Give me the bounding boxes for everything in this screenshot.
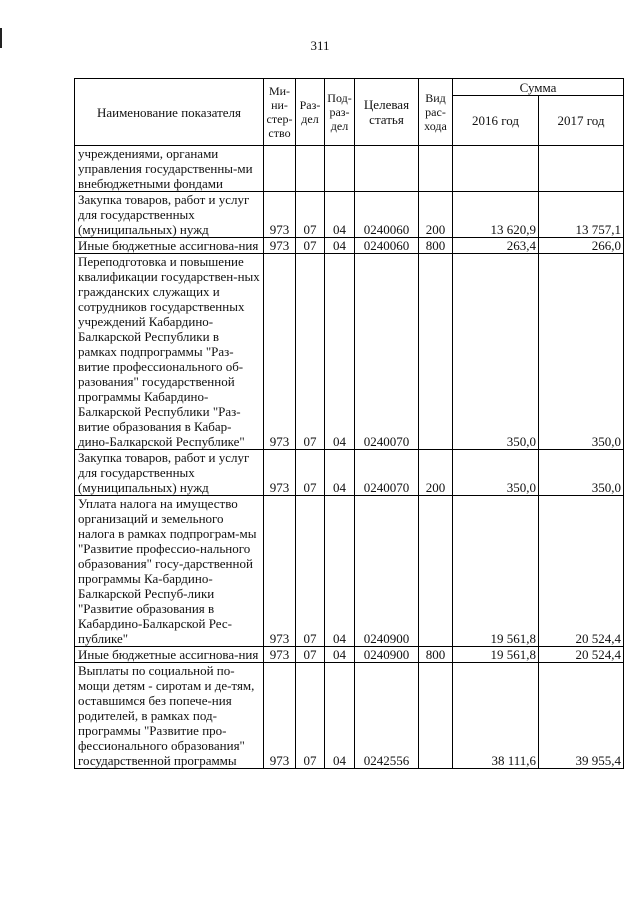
cell-name: Иные бюджетные ассигнова-ния bbox=[75, 238, 264, 254]
cell-y2016 bbox=[453, 146, 539, 192]
cell-type bbox=[419, 663, 453, 769]
cell-y2017: 350,0 bbox=[539, 254, 624, 450]
cell-section: 07 bbox=[296, 663, 325, 769]
table-row bbox=[75, 496, 624, 647]
header-name: Наименование показателя bbox=[75, 79, 264, 146]
cell-ministry: 973 bbox=[264, 496, 296, 647]
cell-y2017: 350,0 bbox=[539, 450, 624, 496]
cell-section: 07 bbox=[296, 496, 325, 647]
cell-section: 07 bbox=[296, 192, 325, 238]
table-row bbox=[75, 146, 624, 192]
cell-type bbox=[419, 254, 453, 450]
cell-section: 07 bbox=[296, 238, 325, 254]
cell-ministry: 973 bbox=[264, 192, 296, 238]
cell-type: 200 bbox=[419, 192, 453, 238]
table-row bbox=[75, 192, 624, 238]
header-ministry: Ми-ни-стер-ство bbox=[264, 79, 296, 146]
cell-name: Иные бюджетные ассигнова-ния bbox=[75, 647, 264, 663]
cell-section bbox=[296, 146, 325, 192]
cell-target: 0240900 bbox=[355, 647, 419, 663]
header-target: Целевая статья bbox=[355, 79, 419, 146]
cell-y2016: 350,0 bbox=[453, 254, 539, 450]
cell-y2017 bbox=[539, 146, 624, 192]
cell-type: 200 bbox=[419, 450, 453, 496]
cell-section: 07 bbox=[296, 647, 325, 663]
table-row bbox=[75, 254, 624, 450]
header-year-2016: 2016 год bbox=[453, 96, 539, 146]
cell-subsection: 04 bbox=[325, 450, 355, 496]
cell-ministry bbox=[264, 146, 296, 192]
header-year-2017: 2017 год bbox=[539, 96, 624, 146]
cell-y2017: 266,0 bbox=[539, 238, 624, 254]
cell-target: 0240060 bbox=[355, 192, 419, 238]
cell-y2016: 38 111,6 bbox=[453, 663, 539, 769]
cell-y2016: 13 620,9 bbox=[453, 192, 539, 238]
cell-name: Переподготовка и повышение квалификации государствен-ных гражданских служащих и сотрудников государственных учреждений Кабардино-Балкарской Республики в рамках подпрограммы "Раз-витие профессионального об-разования" государственной программы Кабардино-Балкарской Республики "Раз-витие образования в Кабар-дино-Балкарской Республике" bbox=[75, 254, 264, 450]
cell-name: Выплаты по социальной по-мощи детям - сиротам и де-тям, оставшимся без попече-ния родителей, в рамках под-программы "Развитие про-фессионального образования" государственной программы bbox=[75, 663, 264, 769]
cell-subsection: 04 bbox=[325, 663, 355, 769]
cell-y2017: 20 524,4 bbox=[539, 496, 624, 647]
cell-type bbox=[419, 496, 453, 647]
cell-type bbox=[419, 146, 453, 192]
cell-section: 07 bbox=[296, 450, 325, 496]
cell-target: 0240060 bbox=[355, 238, 419, 254]
cell-subsection: 04 bbox=[325, 647, 355, 663]
cell-y2016: 19 561,8 bbox=[453, 496, 539, 647]
cell-name: Уплата налога на имущество организаций и земельного налога в рамках подпрограм-мы "Развитие профессио-нального образования" госу-дарственной программы Ка-бардино-Балкарской Респуб-лики "Развитие образования в Кабардино-Балкарской Рес-публике" bbox=[75, 496, 264, 647]
cell-y2016: 350,0 bbox=[453, 450, 539, 496]
header-sum: Сумма bbox=[453, 79, 624, 96]
cell-ministry: 973 bbox=[264, 663, 296, 769]
cell-y2017: 39 955,4 bbox=[539, 663, 624, 769]
cell-ministry: 973 bbox=[264, 647, 296, 663]
cell-ministry: 973 bbox=[264, 450, 296, 496]
cell-y2017: 13 757,1 bbox=[539, 192, 624, 238]
cell-ministry: 973 bbox=[264, 254, 296, 450]
budget-table bbox=[74, 78, 624, 769]
cell-subsection: 04 bbox=[325, 192, 355, 238]
cell-name: учреждениями, органами управления государственны-ми внебюджетными фондами bbox=[75, 146, 264, 192]
cell-y2016: 263,4 bbox=[453, 238, 539, 254]
table-row bbox=[75, 647, 624, 663]
cell-target bbox=[355, 146, 419, 192]
cell-subsection: 04 bbox=[325, 496, 355, 647]
cell-name: Закупка товаров, работ и услуг для государственных (муниципальных) нужд bbox=[75, 192, 264, 238]
cell-name: Закупка товаров, работ и услуг для государственных (муниципальных) нужд bbox=[75, 450, 264, 496]
page-number: 311 bbox=[310, 38, 330, 53]
cell-subsection: 04 bbox=[325, 254, 355, 450]
table-row bbox=[75, 663, 624, 769]
table-row bbox=[75, 238, 624, 254]
header-section: Раз-дел bbox=[296, 79, 325, 146]
cell-target: 0242556 bbox=[355, 663, 419, 769]
cell-target: 0240070 bbox=[355, 450, 419, 496]
cell-y2016: 19 561,8 bbox=[453, 647, 539, 663]
cell-type: 800 bbox=[419, 647, 453, 663]
header-subsection: Под-раз-дел bbox=[325, 79, 355, 146]
cell-y2017: 20 524,4 bbox=[539, 647, 624, 663]
cell-target: 0240900 bbox=[355, 496, 419, 647]
header-expense-type: Вид рас-хода bbox=[419, 79, 453, 146]
cell-subsection bbox=[325, 146, 355, 192]
cell-section: 07 bbox=[296, 254, 325, 450]
table-row bbox=[75, 450, 624, 496]
cell-subsection: 04 bbox=[325, 238, 355, 254]
cell-ministry: 973 bbox=[264, 238, 296, 254]
cell-target: 0240070 bbox=[355, 254, 419, 450]
cell-type: 800 bbox=[419, 238, 453, 254]
